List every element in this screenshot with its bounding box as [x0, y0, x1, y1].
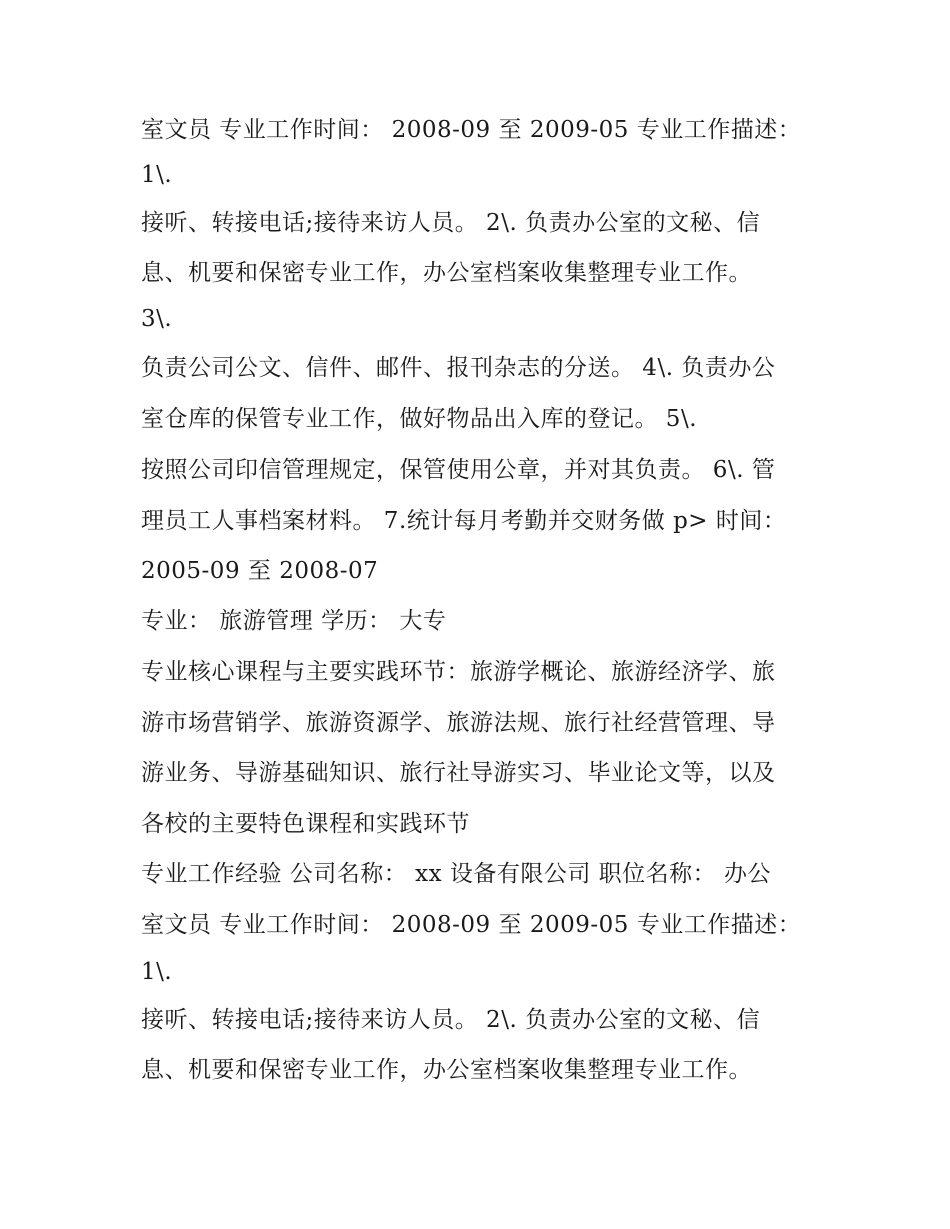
- text-line: 息、机要和保密专业工作，办公室档案收集整理专业工作。: [141, 1057, 752, 1083]
- text-line: 理员工人事档案材料。 7.统计每月考勤并交财务做 p> 时间：: [141, 508, 787, 534]
- text-line: 游市场营销学、旅游资源学、旅游法规、旅行社经营管理、导: [141, 710, 776, 736]
- text-line: 专业核心课程与主要实践环节：旅游学概论、旅游经济学、旅: [141, 659, 776, 685]
- text-line: 3\.: [141, 306, 173, 332]
- text-line: 接听、转接电话;接待来访人员。 2\. 负责办公室的文秘、信: [141, 210, 761, 236]
- text-line: 1\.: [141, 959, 173, 985]
- text-line: 按照公司印信管理规定，保管使用公章，并对其负责。 6\. 管: [141, 457, 776, 483]
- text-line: 游业务、导游基础知识、旅行社导游实习、毕业论文等，以及: [141, 760, 776, 786]
- text-line: 室文员 专业工作时间： 2008-09 至 2009-05 专业工作描述：: [141, 912, 802, 938]
- text-line: 负责公司公文、信件、邮件、报刊杂志的分送。 4\. 负责办公: [141, 355, 776, 381]
- text-line: 专业工作经验 公司名称： xx 设备有限公司 职位名称： 办公: [141, 861, 771, 887]
- text-line: 接听、转接电话;接待来访人员。 2\. 负责办公室的文秘、信: [141, 1007, 761, 1033]
- text-line: 专业： 旅游管理 学历： 大专: [141, 608, 447, 634]
- text-line: 各校的主要特色课程和实践环节: [141, 811, 470, 837]
- text-line: 2005-09 至 2008-07: [141, 558, 379, 584]
- text-line: 室仓库的保管专业工作，做好物品出入库的登记。 5\.: [141, 406, 698, 432]
- text-line: 息、机要和保密专业工作，办公室档案收集整理专业工作。: [141, 260, 752, 286]
- text-line: 室文员 专业工作时间： 2008-09 至 2009-05 专业工作描述：: [141, 117, 802, 143]
- text-line: 1\.: [141, 162, 173, 188]
